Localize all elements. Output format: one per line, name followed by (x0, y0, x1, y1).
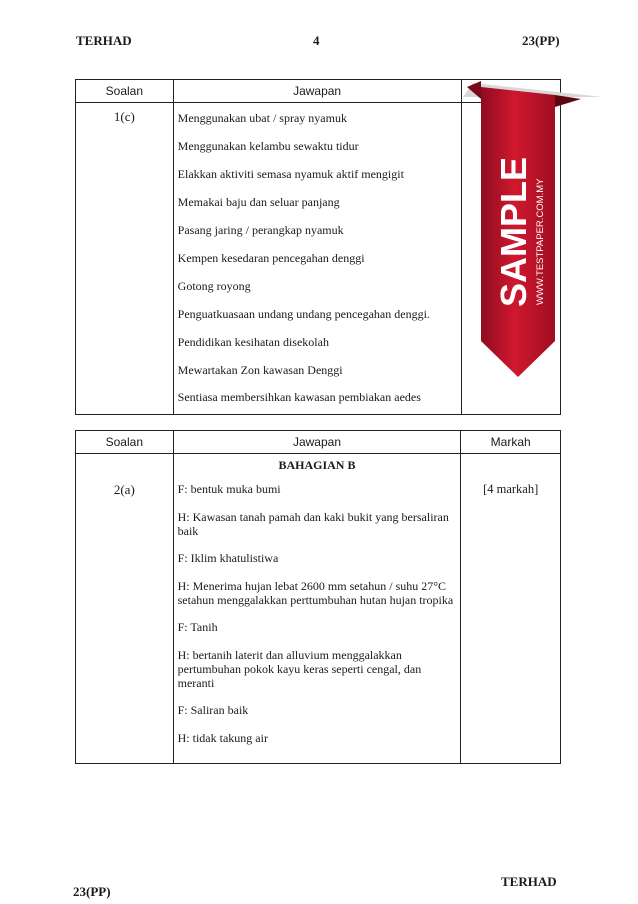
col-soalan: Soalan (76, 431, 174, 454)
question-label: 2(a) (113, 482, 135, 497)
answer-item: H: Kawasan tanah pamah dan kaki bukit yang bersaliran baik (177, 510, 449, 538)
answer-item: Kempen kesedaran pencegahan denggi (177, 251, 365, 265)
answer-item: Pasang jaring / perangkap nyamuk (177, 223, 344, 237)
answer-item: Menggunakan kelambu sewaktu tidur (177, 139, 359, 153)
col-jawapan: Jawapan (173, 431, 461, 454)
answer-item: Gotong royong (177, 279, 251, 293)
answer-item: Elakkan aktiviti semasa nyamuk aktif mengigit (177, 167, 404, 181)
col-soalan: Soalan (76, 80, 174, 103)
footer-classification: TERHAD (501, 874, 557, 889)
answer-item: F: Saliran baik (177, 703, 249, 717)
answer-item: H: tidak takung air (177, 731, 268, 745)
question-number (76, 454, 174, 764)
question-number: 1(c) (76, 103, 174, 415)
section-title: BAHAGIAN B (278, 458, 356, 472)
answer-item: Memakai baju dan seluar panjang (177, 195, 340, 209)
col-jawapan: Jawapan (173, 80, 461, 103)
answer-item: Menggunakan ubat / spray nyamuk (177, 111, 347, 125)
table-header-row (76, 431, 561, 454)
page-number: 4 (313, 33, 320, 48)
answer-item: Sentiasa membersihkan kawasan pembiakan aedes (177, 390, 421, 404)
answer-list (173, 454, 461, 764)
answer-item: F: Iklim khatulistiwa (177, 551, 279, 565)
answer-table-2a (75, 430, 561, 764)
table-row (76, 454, 561, 764)
watermark-sub-text: WWW.TESTPAPER.COM.MY (535, 178, 546, 305)
answer-item: Mewartakan Zon kawasan Denggi (177, 363, 343, 377)
answer-item: Pendidikan kesihatan disekolah (177, 335, 329, 349)
answer-item: Penguatkuasaan undang undang pencegahan denggi. (177, 307, 430, 321)
answer-item: F: Tanih (177, 620, 218, 634)
footer-code: 23(PP) (73, 884, 111, 899)
watermark-main-text: SAMPLE (493, 156, 534, 307)
header-code: 23(PP) (522, 33, 560, 48)
col-markah: Markah (461, 431, 561, 454)
answer-item: H: bertanih laterit dan alluvium menggalakkan pertumbuhan pokok kayu keras seperti cengal, dan meranti (177, 648, 422, 690)
answer-item: F: bentuk muka bumi (177, 482, 281, 496)
answer-item: H: Menerima hujan lebat 2600 mm setahun / suhu 27°C setahun menggalakkan perttumbuhan hutan hujan tropika (177, 579, 454, 607)
mark-cell: [4 markah] (461, 454, 561, 764)
answer-list (173, 103, 461, 415)
header-classification: TERHAD (76, 33, 132, 48)
sample-watermark-ribbon (463, 79, 603, 389)
